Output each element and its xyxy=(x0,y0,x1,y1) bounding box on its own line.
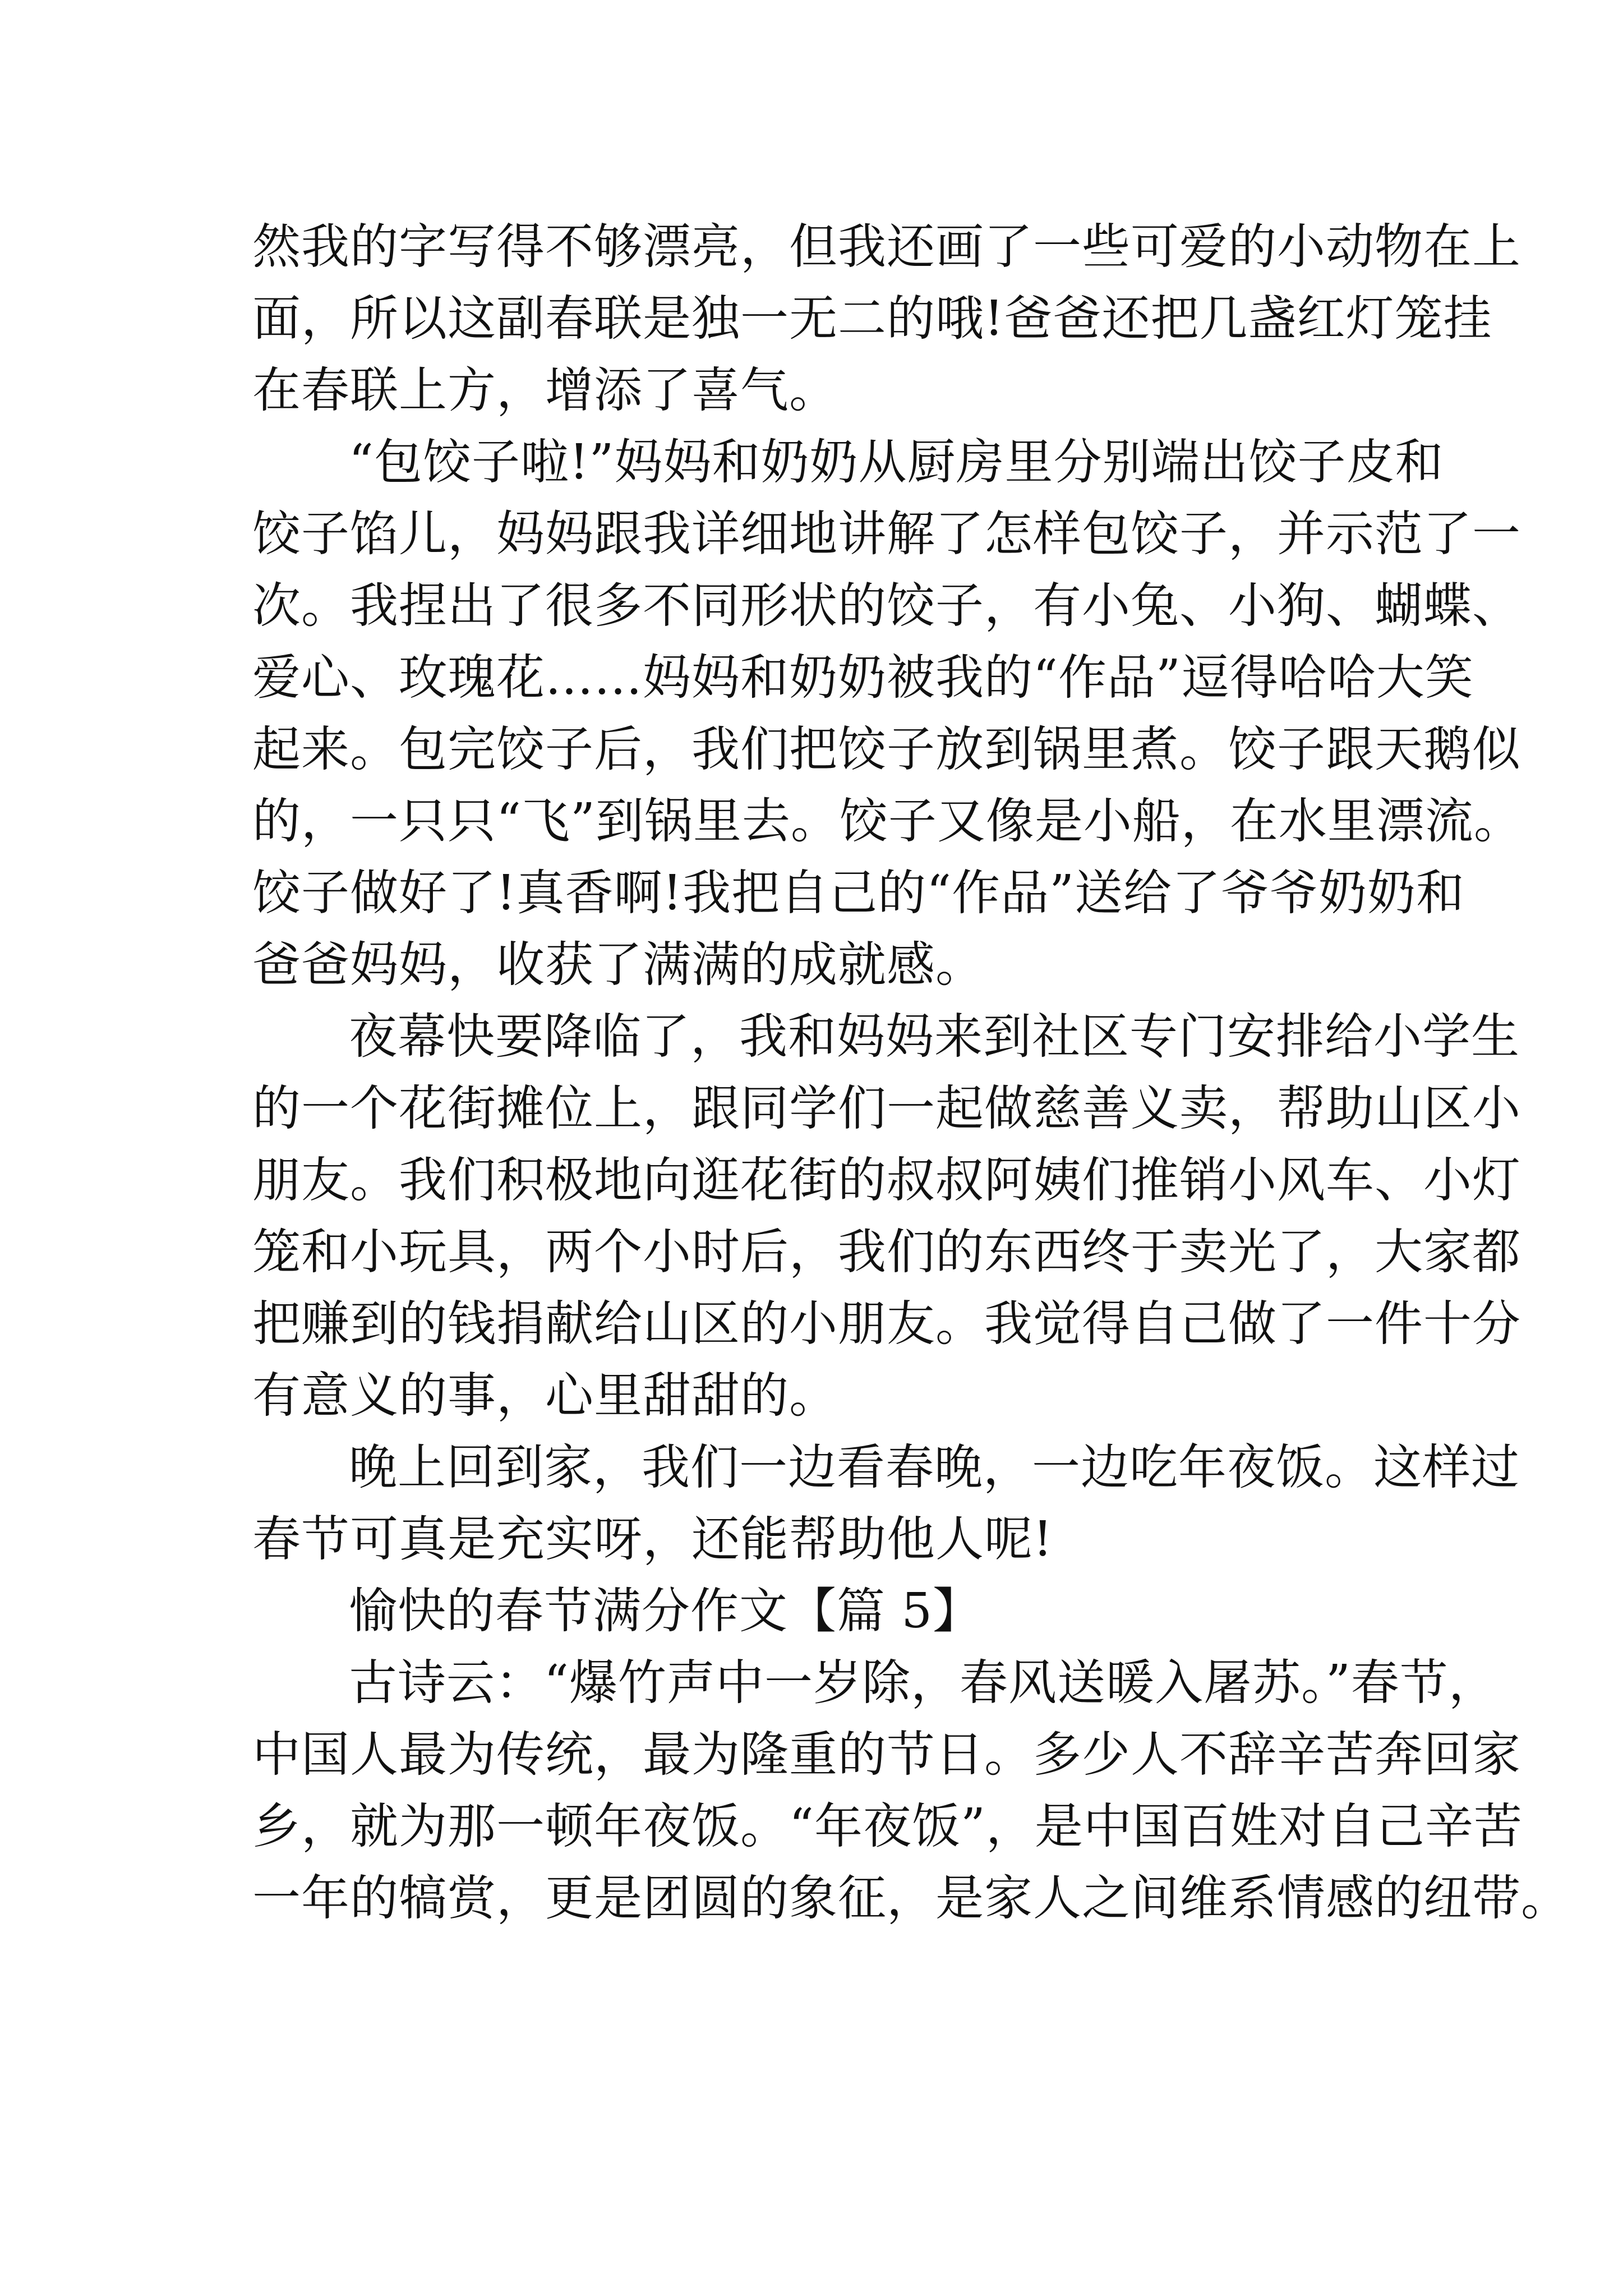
text-line: 把赚到的钱捐献给山区的小朋友。我觉得自己做了一件十分 xyxy=(252,1296,1521,1352)
text-line: 饺子馅儿，妈妈跟我详细地讲解了怎样包饺子，并示范了一 xyxy=(252,506,1521,562)
text-line: 一年的犒赏，更是团圆的象征，是家人之间维系情感的纽带。 xyxy=(252,1870,1570,1926)
text-line: 爸爸妈妈，收获了满满的成就感。 xyxy=(252,937,984,993)
text-line: 然我的字写得不够漂亮，但我还画了一些可爱的小动物在上 xyxy=(252,219,1521,275)
section-heading: 愉快的春节满分作文【篇 5】 xyxy=(349,1583,982,1639)
text-line: 春节可真是充实呀，还能帮助他人呢! xyxy=(252,1511,1053,1567)
text-line: 朋友。我们积极地向逛花街的叔叔阿姨们推销小风车、小灯 xyxy=(252,1152,1521,1208)
text-line: 的，一只只“飞”到锅里去。饺子又像是小船，在水里漂流。 xyxy=(252,793,1523,849)
text-line: 笼和小玩具，两个小时后，我们的东西终于卖光了，大家都 xyxy=(252,1224,1521,1280)
text-line: 的一个花街摊位上，跟同学们一起做慈善义卖，帮助山区小 xyxy=(252,1080,1521,1137)
paragraph-first-line: “包饺子啦!”妈妈和奶奶从厨房里分别端出饺子皮和 xyxy=(349,434,1444,490)
text-line: 在春联上方，增添了喜气。 xyxy=(252,362,838,418)
text-line: 爱心、玫瑰花……妈妈和奶奶被我的“作品”逗得哈哈大笑 xyxy=(252,650,1474,706)
text-line: 饺子做好了!真香啊!我把自己的“作品”送给了爷爷奶奶和 xyxy=(252,865,1465,921)
paragraph-first-line: 夜幕快要降临了，我和妈妈来到社区专门安排给小学生 xyxy=(349,1009,1520,1065)
text-line: 乡，就为那一顿年夜饭。“年夜饭”，是中国百姓对自己辛苦 xyxy=(252,1798,1523,1855)
paragraph-first-line: 古诗云：“爆竹声中一岁除，春风送暖入屠苏。”春节， xyxy=(349,1655,1497,1711)
text-line: 次。我捏出了很多不同形状的饺子，有小兔、小狗、蝴蝶、 xyxy=(252,578,1521,634)
text-line: 起来。包完饺子后，我们把饺子放到锅里煮。饺子跟天鹅似 xyxy=(252,721,1521,777)
text-line: 面，所以这副春联是独一无二的哦!爸爸还把几盏红灯笼挂 xyxy=(252,291,1492,347)
text-line: 有意义的事，心里甜甜的。 xyxy=(252,1368,838,1424)
text-line: 中国人最为传统，最为隆重的节日。多少人不辞辛苦奔回家 xyxy=(252,1727,1521,1783)
paragraph-first-line: 晚上回到家，我们一边看春晚，一边吃年夜饭。这样过 xyxy=(349,1439,1520,1496)
